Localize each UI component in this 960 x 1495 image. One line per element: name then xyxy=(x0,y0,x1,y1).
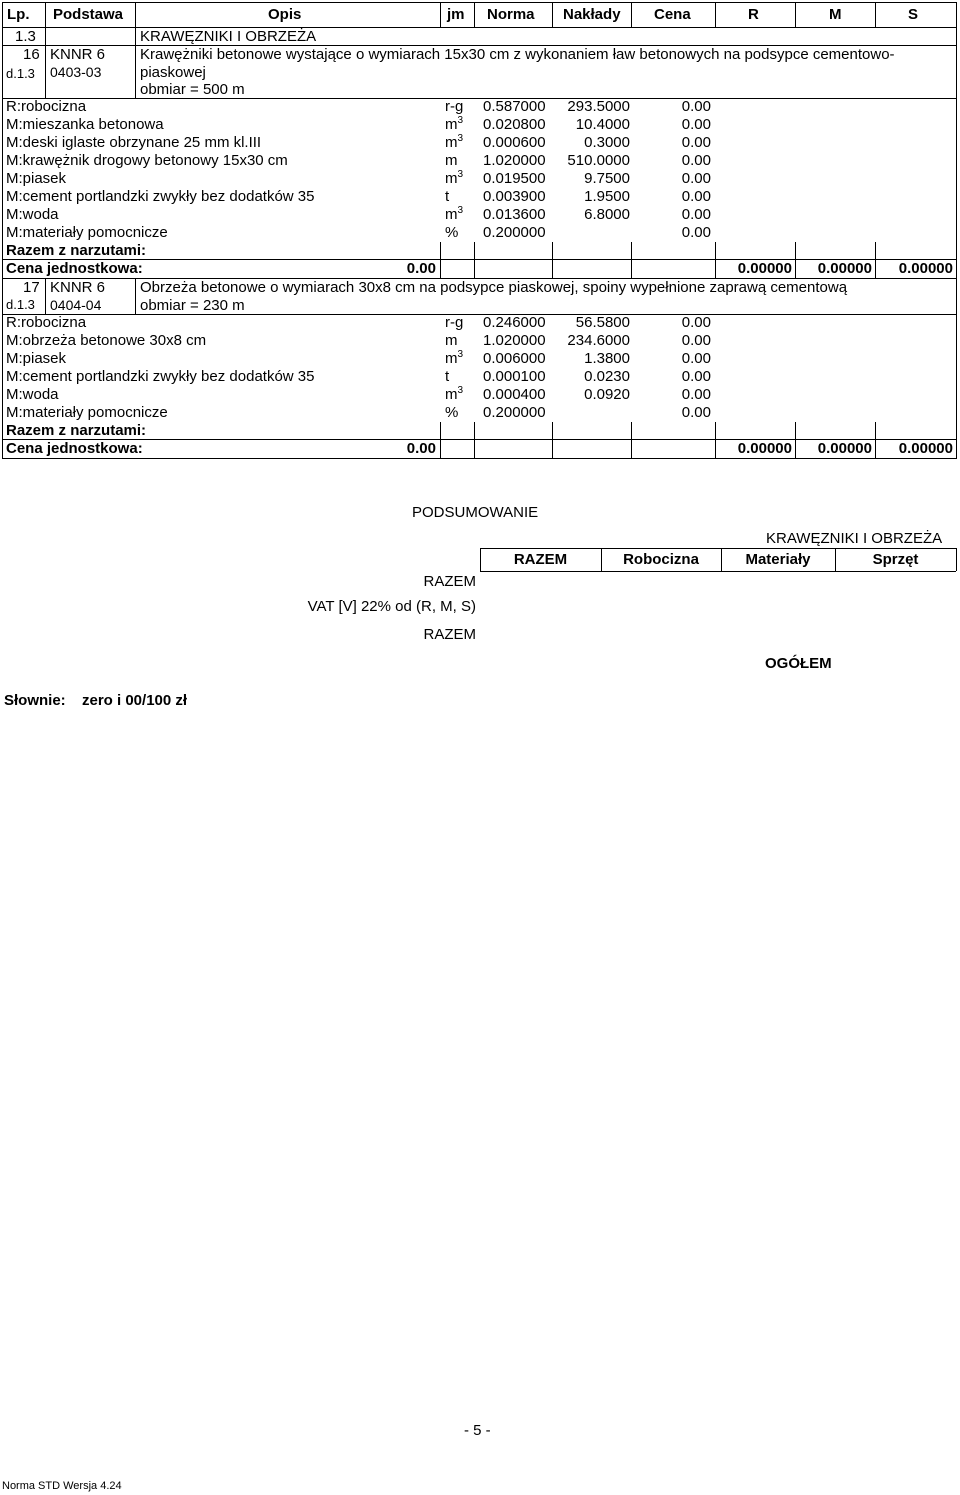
resource-norma: 0.000400 xyxy=(483,386,546,403)
item2-m: 0.00000 xyxy=(817,440,872,457)
resource-value: 0.00 xyxy=(681,314,711,331)
section-lp: 1.3 xyxy=(15,28,36,45)
unit-exponent: 3 xyxy=(457,115,464,126)
page-number: - 5 - xyxy=(464,1422,491,1439)
item2-obmiar: obmiar = 230 m xyxy=(140,297,245,314)
resource-name: M:woda xyxy=(6,206,59,223)
resource-value: 0.00 xyxy=(681,170,711,187)
summary-col-materialy: Materiały xyxy=(745,551,811,568)
resource-price: 0.0230 xyxy=(584,368,630,385)
resource-price: 0.3000 xyxy=(584,134,630,151)
item2-no2: d.1.3 xyxy=(6,297,35,312)
summary-vat: VAT [V] 22% od (R, M, S) xyxy=(307,598,476,615)
item2-no: 17 xyxy=(23,279,40,296)
item1-cena-label: Cena jednostkowa: xyxy=(6,260,143,277)
header-m: M xyxy=(829,6,842,23)
resource-name: R:robocizna xyxy=(6,314,87,331)
resource-value: 0.00 xyxy=(681,224,711,241)
resource-norma: 0.019500 xyxy=(483,170,546,187)
resource-unit: $m^3$ xyxy=(445,205,464,223)
resource-name: M:piasek xyxy=(6,350,67,367)
item1-s: 0.00000 xyxy=(898,260,953,277)
header-naklady: Nakłady xyxy=(563,6,621,23)
resource-unit: % xyxy=(445,404,459,421)
resource-name: M:obrzeża betonowe 30x8 cm xyxy=(6,332,207,349)
resource-price: 56.5800 xyxy=(575,314,630,331)
resource-value: 0.00 xyxy=(681,98,711,115)
resource-unit: t xyxy=(445,188,450,205)
resource-price: 293.5000 xyxy=(567,98,630,115)
unit-exponent: 3 xyxy=(457,385,464,396)
item2-s: 0.00000 xyxy=(898,440,953,457)
summary-section: KRAWĘZNIKI I OBRZEŻA xyxy=(766,530,943,547)
resource-norma: 0.000100 xyxy=(483,368,546,385)
header-norma: Norma xyxy=(487,6,535,23)
header-lp: Lp. xyxy=(7,6,30,23)
resource-value: 0.00 xyxy=(681,134,711,151)
slownie-value: zero i 00/100 zł xyxy=(82,692,188,709)
item1-no2: d.1.3 xyxy=(6,66,35,81)
resource-norma: 0.587000 xyxy=(483,98,546,115)
resource-unit: m xyxy=(445,152,458,169)
resource-norma: 1.020000 xyxy=(483,152,546,169)
item2-r: 0.00000 xyxy=(737,440,792,457)
item1-opis2: piaskowej xyxy=(140,64,206,81)
summary-razem2: RAZEM xyxy=(423,626,476,643)
unit-exponent: 3 xyxy=(457,349,464,360)
resource-price: 0.0920 xyxy=(584,386,630,403)
resource-value: 0.00 xyxy=(681,332,711,349)
unit-exponent: 3 xyxy=(457,169,464,180)
summary-ogolem: OGÓŁEM xyxy=(765,655,832,672)
resource-name: M:cement portlandzki zwykły bez dodatków 35 xyxy=(6,368,315,385)
resource-price: 10.4000 xyxy=(575,116,630,133)
resource-unit: $m^3$ xyxy=(445,133,464,151)
header-opis: Opis xyxy=(268,6,302,23)
resource-unit: m xyxy=(445,332,458,349)
resource-value: 0.00 xyxy=(681,116,711,133)
unit-exponent: 3 xyxy=(457,133,464,144)
resource-name: M:materiały pomocnicze xyxy=(6,404,168,421)
resource-norma: 0.000600 xyxy=(483,134,546,151)
unit-exponent: 3 xyxy=(457,205,464,216)
item1-m: 0.00000 xyxy=(817,260,872,277)
resource-norma: 0.246000 xyxy=(483,314,546,331)
resource-unit: $m^3$ xyxy=(445,169,464,187)
item2-opis1: Obrzeża betonowe o wymiarach 30x8 cm na podsypce piaskowej, spoiny wypełnione zaprawą cementową xyxy=(140,279,848,296)
resource-unit: r-g xyxy=(445,314,464,331)
item2-cena-label: Cena jednostkowa: xyxy=(6,440,143,457)
resource-name: M:materiały pomocnicze xyxy=(6,224,168,241)
section-title: KRAWĘZNIKI I OBRZEŻA xyxy=(140,28,317,45)
resource-unit: $m^3$ xyxy=(445,385,464,403)
summary-col-sprzet: Sprzęt xyxy=(872,551,919,568)
item2-cena-val: 0.00 xyxy=(406,440,436,457)
resource-norma: 0.020800 xyxy=(483,116,546,133)
header-r: R xyxy=(748,6,759,23)
software-version: Norma STD Wersja 4.24 xyxy=(2,1480,122,1492)
resource-name: R:robocizna xyxy=(6,98,87,115)
resource-price: 6.8000 xyxy=(584,206,630,223)
item1-razem: Razem z narzutami: xyxy=(6,242,147,259)
resource-unit: $m^3$ xyxy=(445,349,464,367)
resource-name: M:cement portlandzki zwykły bez dodatków 35 xyxy=(6,188,315,205)
resource-value: 0.00 xyxy=(681,404,711,421)
item1-cena-val: 0.00 xyxy=(406,260,436,277)
resource-price: 9.7500 xyxy=(584,170,630,187)
item1-podstawa2: 0403-03 xyxy=(50,64,102,80)
item1-podstawa1: KNNR 6 xyxy=(50,46,106,63)
slownie-label: Słownie: xyxy=(4,692,66,709)
header-s: S xyxy=(908,6,919,23)
resource-name: M:piasek xyxy=(6,170,67,187)
resource-price: 1.9500 xyxy=(584,188,630,205)
resource-norma: 0.006000 xyxy=(483,350,546,367)
resource-value: 0.00 xyxy=(681,368,711,385)
item2-podstawa2: 0404-04 xyxy=(50,297,102,313)
item1-obmiar: obmiar = 500 m xyxy=(140,81,245,98)
resource-name: M:mieszanka betonowa xyxy=(6,116,164,133)
header-cena: Cena xyxy=(654,6,691,23)
resource-norma: 1.020000 xyxy=(483,332,546,349)
item2-razem: Razem z narzutami: xyxy=(6,422,147,439)
item2-podstawa1: KNNR 6 xyxy=(50,279,106,296)
item1-r: 0.00000 xyxy=(737,260,792,277)
resource-norma: 0.200000 xyxy=(483,224,546,241)
summary-col-robocizna: Robocizna xyxy=(623,551,699,568)
resource-value: 0.00 xyxy=(681,206,711,223)
resource-name: M:krawężnik drogowy betonowy 15x30 cm xyxy=(6,152,288,169)
resource-unit: t xyxy=(445,368,450,385)
resource-value: 0.00 xyxy=(681,386,711,403)
item1-opis1: Krawężniki betonowe wystające o wymiarach 15x30 cm z wykonaniem ław betonowych na podsypce cementowo- xyxy=(140,46,895,63)
resource-unit: r-g xyxy=(445,98,464,115)
resource-unit: % xyxy=(445,224,459,241)
resource-price: 234.6000 xyxy=(567,332,630,349)
summary-razem1: RAZEM xyxy=(423,573,476,590)
resource-price: 510.0000 xyxy=(567,152,630,169)
resource-norma: 0.013600 xyxy=(483,206,546,223)
resource-norma: 0.003900 xyxy=(483,188,546,205)
header-jm: jm xyxy=(447,6,465,23)
resource-value: 0.00 xyxy=(681,350,711,367)
resource-unit: $m^3$ xyxy=(445,115,464,133)
resource-price: 1.3800 xyxy=(584,350,630,367)
resource-value: 0.00 xyxy=(681,152,711,169)
item1-no: 16 xyxy=(23,46,40,63)
resource-name: M:deski iglaste obrzynane 25 mm kl.III xyxy=(6,134,262,151)
resource-norma: 0.200000 xyxy=(483,404,546,421)
resource-name: M:woda xyxy=(6,386,59,403)
resource-value: 0.00 xyxy=(681,188,711,205)
summary-title: PODSUMOWANIE xyxy=(412,504,539,521)
header-podstawa: Podstawa xyxy=(53,6,124,23)
summary-col-razem: RAZEM xyxy=(513,551,568,568)
